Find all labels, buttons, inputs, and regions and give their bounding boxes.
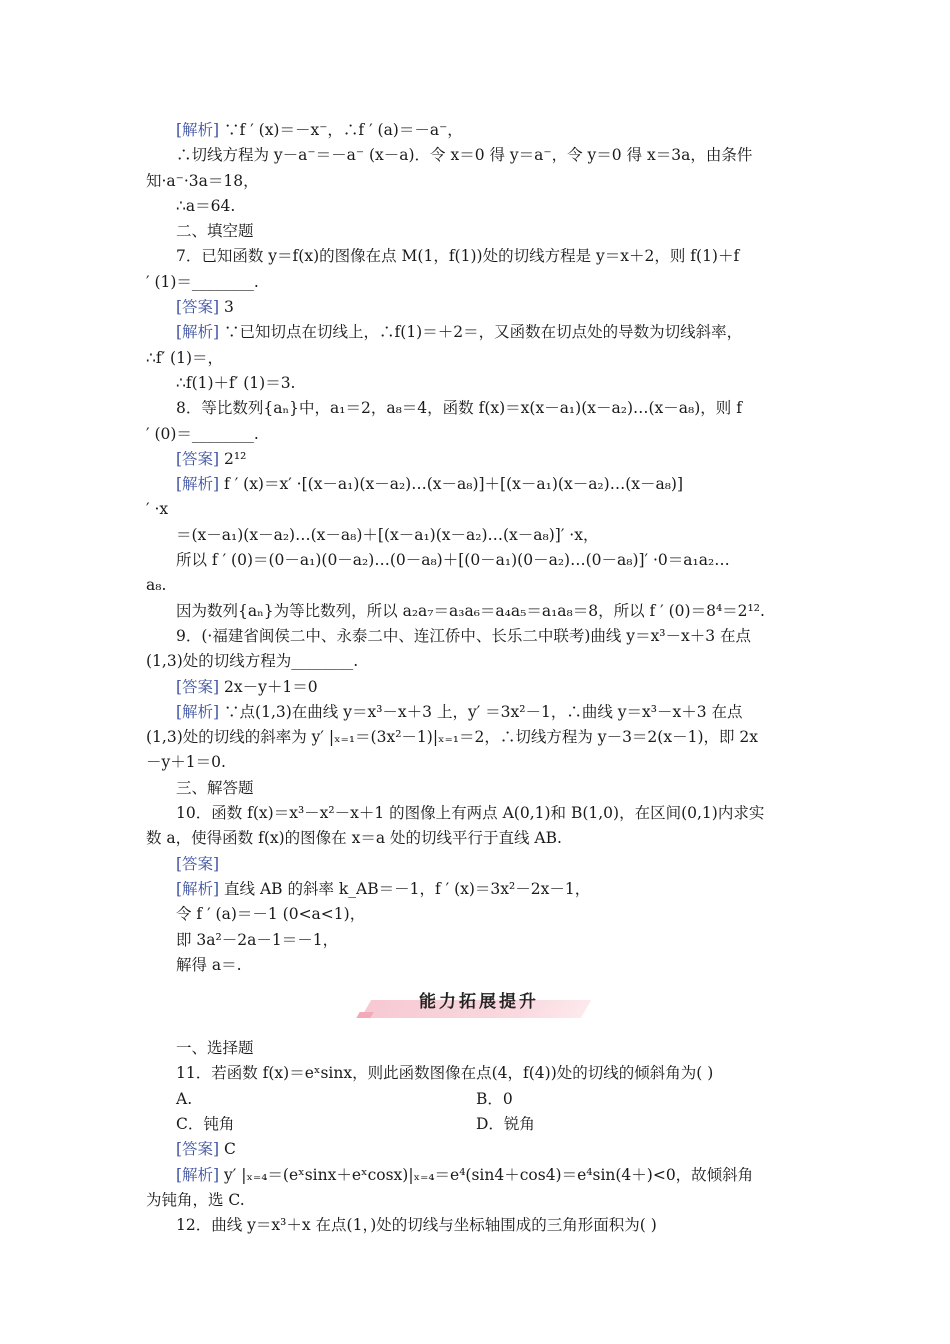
document-page <box>146 118 812 1238</box>
text-line: [答案] 3 <box>176 298 234 317</box>
text-line: ′ ·x <box>146 500 169 519</box>
label-tag: [解析] <box>176 475 220 494</box>
text-line: ∴切线方程为 y－a⁻＝－a⁻ (x－a)．令 x＝0 得 y＝a⁻，令 y＝0 得 x＝3a，由条件 <box>176 146 753 165</box>
text-line: [解析] y′ |ₓ₌₄＝(eˣsinx＋eˣcosx)|ₓ₌₄＝e⁴(sin4＋cos4)＝e⁴sin(4＋)<0，故倾斜角 <box>176 1165 754 1184</box>
option-right: B．0 <box>476 1089 513 1108</box>
option-right: D．锐角 <box>476 1114 535 1133</box>
text-line: ∴f′ (1)＝， <box>146 348 224 367</box>
label-tag: [解析] <box>176 879 220 898</box>
option-left: C．钝角 <box>176 1114 235 1133</box>
label-tag: [答案] <box>176 677 220 696</box>
label-tag: [答案] <box>176 449 220 468</box>
text-line <box>146 852 812 877</box>
text-line: [解析] ∵f ′ (x)＝－x⁻，∴f ′ (a)＝－a⁻， <box>176 121 463 139</box>
text-line: 二、填空题 <box>176 222 254 241</box>
text-line: [解析] ∵已知切点在切线上，∴f(1)＝＋2＝，又函数在切点处的导数为切线斜率， <box>176 323 743 342</box>
text-line: [解析] 直线 AB 的斜率 k_AB＝－1，f ′ (x)＝3x²－2x－1， <box>176 879 591 898</box>
text-line: 三、解答题 <box>176 778 254 797</box>
label-tag: [解析] <box>176 121 220 139</box>
text-line: [答案] C <box>176 1140 236 1159</box>
solution-block-1 <box>146 118 812 978</box>
text-line: 解得 a＝. <box>176 955 242 974</box>
text-line: 为钝角，选 C. <box>146 1190 245 1209</box>
text-line: 7．已知函数 y＝f(x)的图像在点 M(1，f(1))处的切线方程是 y＝x＋2，则 f(1)＋f <box>176 247 740 266</box>
solution-block-3 <box>146 1137 812 1238</box>
label-tag: [解析] <box>176 1165 220 1184</box>
text-line: ′ (0)＝________. <box>146 424 259 443</box>
solution-block-2 <box>146 1036 812 1087</box>
label-tag: [答案] <box>176 854 220 873</box>
text-line: ∴a＝64. <box>176 196 236 215</box>
label-tag: [解析] <box>176 323 220 342</box>
text-line: ′ (1)＝________. <box>146 272 259 291</box>
text-line: 令 f ′ (a)＝－1 (0<a<1)， <box>176 905 366 924</box>
text-line: 所以 f ′ (0)＝(0－a₁)(0－a₂)…(0－a₈)＋[(0－a₁)(0－a₂)…(0－a₈)]′ ·0＝a₁a₂… <box>176 551 730 570</box>
text-line: ＝(x－a₁)(x－a₂)…(x－a₈)＋[(x－a₁)(x－a₂)…(x－a₈)]′ ·x， <box>176 525 599 544</box>
text-line: [答案] 2x－y＋1＝0 <box>176 677 318 696</box>
text-line: 一、选择题 <box>176 1039 254 1058</box>
label-tag: [解析] <box>176 702 220 721</box>
text-line: a₈. <box>146 576 167 595</box>
text-line: 即 3a²－2a－1＝－1， <box>176 930 339 949</box>
text-line: 因为数列{aₙ}为等比数列，所以 a₂a₇＝a₃a₆＝a₄a₅＝a₁a₈＝8，所以 f ′ (0)＝8⁴＝2¹². <box>176 601 765 620</box>
text-line: [答案] 2¹² <box>176 449 247 468</box>
text-line: 8．等比数列{aₙ}中，a₁＝2，a₈＝4，函数 f(x)＝x(x－a₁)(x－a₂)…(x－a₈)，则 f <box>176 399 742 418</box>
text-line: [解析] f ′ (x)＝x′ ·[(x－a₁)(x－a₂)…(x－a₈)]＋[(x－a₁)(x－a₂)…(x－a₈)] <box>176 475 684 494</box>
banner-title: 能力拓展提升 <box>419 992 539 1013</box>
text-line: －y＋1＝0. <box>146 753 226 772</box>
text-line: ∴f(1)＋f′ (1)＝3. <box>176 373 296 392</box>
option-row <box>146 1112 812 1137</box>
option-row <box>146 1087 812 1112</box>
option-left: A. <box>176 1089 193 1108</box>
text-line: 12．曲线 y＝x³＋x 在点(1，)处的切线与坐标轴围成的三角形面积为( ) <box>176 1216 657 1235</box>
label-tag: [答案] <box>176 1140 220 1159</box>
text-line: 数 a，使得函数 f(x)的图像在 x＝a 处的切线平行于直线 AB. <box>146 829 562 848</box>
text-line: [解析] ∵点(1,3)在曲线 y＝x³－x＋3 上，y′ ＝3x²－1，∴曲线 y＝x³－x＋3 在点 <box>176 702 743 721</box>
text-line: 11．若函数 f(x)＝eˣsinx，则此函数图像在点(4，f(4))处的切线的倾斜角为( ) <box>176 1064 714 1083</box>
text-line: 10．函数 f(x)＝x³－x²－x＋1 的图像上有两点 A(0,1)和 B(1,0)，在区间(0,1)内求实 <box>176 804 765 823</box>
label-tag: [答案] <box>176 298 220 317</box>
section-banner <box>146 984 812 1032</box>
choice-options <box>146 1087 812 1138</box>
text-line: (1,3)处的切线方程为________. <box>146 652 359 671</box>
text-line: 知·a⁻·3a＝18， <box>146 171 259 190</box>
text-line: 9．(·福建省闽侯二中、永泰二中、连江侨中、长乐二中联考)曲线 y＝x³－x＋3 在点 <box>176 626 752 645</box>
text-line: (1,3)处的切线的斜率为 y′ |ₓ₌₁＝(3x²－1)|ₓ₌₁＝2，∴切线方程为 y－3＝2(x－1)，即 2x <box>146 728 759 747</box>
